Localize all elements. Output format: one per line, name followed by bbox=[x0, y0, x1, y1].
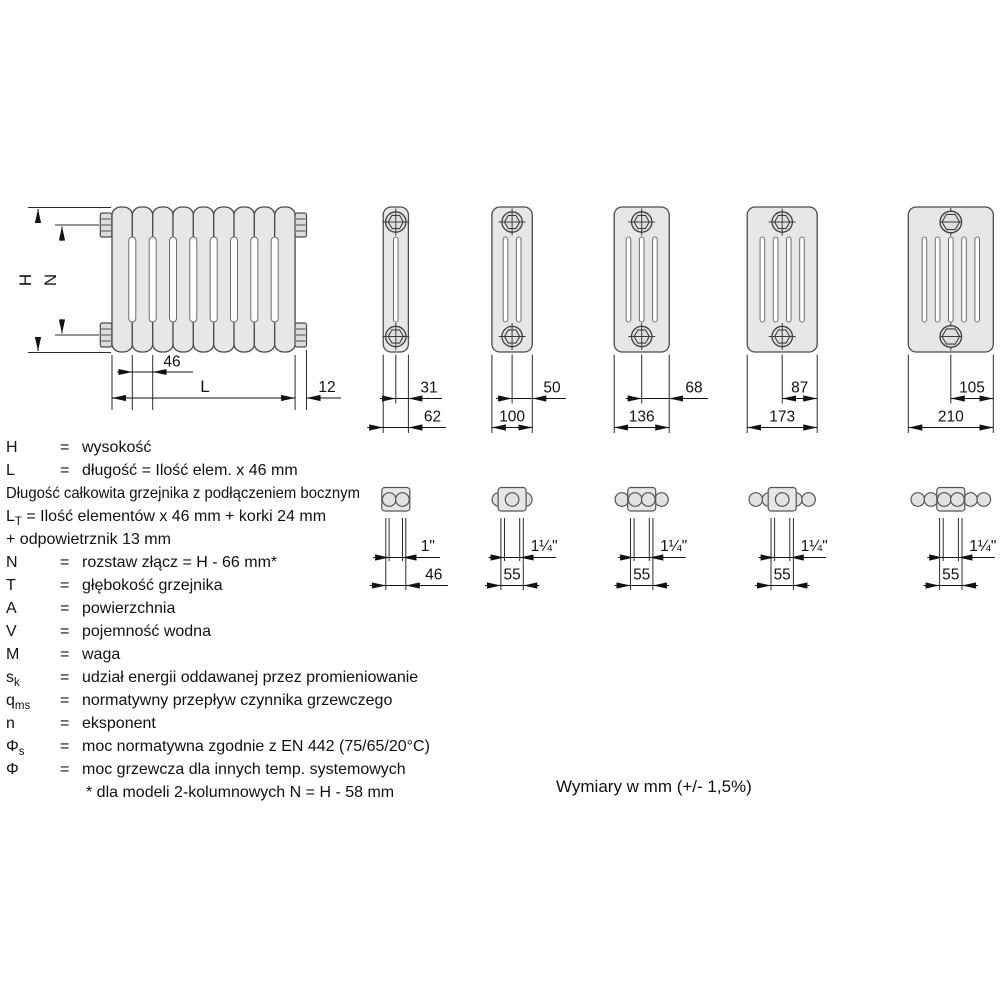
plug-icon bbox=[295, 213, 307, 237]
legend-symbol: $\Phi_s$ bbox=[6, 738, 25, 758]
total-width-value: 136 bbox=[628, 408, 655, 426]
legend bbox=[6, 436, 476, 806]
section-view-6col bbox=[908, 207, 993, 433]
legend-row: $q_{ms}$ = normatywny przepływ czynnika grzewczego bbox=[6, 689, 392, 712]
plug-icon bbox=[100, 213, 112, 237]
dim-total-width bbox=[747, 409, 817, 428]
thread-value: 1¼" bbox=[969, 538, 997, 555]
legend-symbol: $s_k$ bbox=[6, 669, 20, 689]
front-view bbox=[16, 207, 341, 410]
total-width-value: 173 bbox=[769, 408, 796, 426]
half-width-value: 31 bbox=[420, 379, 438, 397]
height-label: H bbox=[16, 273, 35, 287]
legend-symbol: V bbox=[6, 623, 17, 640]
half-width-value: 68 bbox=[685, 379, 703, 397]
dim-end-extension bbox=[307, 350, 342, 410]
node-spacing-label: N bbox=[41, 273, 60, 287]
end-extension-value: 12 bbox=[318, 379, 336, 396]
dim-hub-width bbox=[755, 567, 809, 586]
radiator-front-body bbox=[112, 207, 295, 352]
half-width-value: 50 bbox=[543, 379, 561, 397]
thread-value: 1¼" bbox=[660, 538, 688, 555]
legend-row: A = powierzchnia bbox=[6, 597, 175, 620]
legend-row: Długość całkowita grzejnika z podłączeniem bocznym bbox=[6, 485, 360, 502]
legend-symbol: H bbox=[6, 439, 18, 456]
legend-symbol: T bbox=[6, 577, 16, 594]
dim-total-width bbox=[614, 409, 669, 428]
total-width-value: 62 bbox=[423, 408, 442, 426]
section-view-3col bbox=[492, 207, 566, 433]
hub-width-value: 55 bbox=[503, 566, 521, 584]
dim-half-width bbox=[951, 380, 994, 399]
thread-value: 1¼" bbox=[800, 538, 828, 555]
legend-row: M = waga bbox=[6, 643, 120, 666]
dim-hub-width bbox=[924, 567, 978, 586]
legend-row: T = głębokość grzejnika bbox=[6, 574, 223, 597]
legend-row: $\Phi_s$ = moc normatywna zgodnie z EN 442 (75/65/20°C) bbox=[6, 735, 430, 758]
legend-row: V = pojemność wodna bbox=[6, 620, 211, 643]
dim-height bbox=[16, 208, 111, 353]
legend-symbol: N bbox=[6, 554, 18, 571]
legend-row: * dla modeli 2-kolumnowych N = H - 58 mm bbox=[86, 784, 395, 801]
hub-width-value: 55 bbox=[773, 566, 791, 584]
legend-row: $s_k$ = udział energii oddawanej przez promieniowanie bbox=[6, 666, 418, 689]
dim-hub-width bbox=[485, 567, 539, 586]
dim-total-width bbox=[367, 409, 446, 428]
legend-row: + odpowietrznik 13 mm bbox=[6, 531, 171, 548]
length-label: L bbox=[200, 377, 210, 396]
dim-node-spacing bbox=[41, 225, 99, 335]
top-view-6col bbox=[911, 488, 996, 591]
legend-row: L = długość = Ilość elem. x 46 mm bbox=[6, 459, 298, 482]
dim-hub-width bbox=[615, 567, 669, 586]
total-width-value: 210 bbox=[937, 408, 964, 426]
legend-symbol: A bbox=[6, 600, 17, 617]
legend-symbol: Φ bbox=[6, 761, 19, 778]
legend-row: H = wysokość bbox=[6, 436, 151, 459]
section-view-2col bbox=[367, 207, 446, 433]
dimensions-note: Wymiary w mm (+/- 1,5%) bbox=[556, 777, 752, 796]
total-width-value: 100 bbox=[499, 408, 526, 426]
legend-row: Φ = moc grzewcza dla innych temp. systemowych bbox=[6, 758, 406, 781]
plug-icon bbox=[295, 323, 307, 347]
legend-row: N = rozstaw złącz = H - 66 mm* bbox=[6, 551, 277, 574]
dim-length bbox=[112, 355, 295, 410]
section-view-5col bbox=[747, 207, 817, 433]
legend-symbol: $q_{ms}$ bbox=[6, 692, 31, 712]
dim-half-width bbox=[782, 380, 817, 399]
dim-total-width bbox=[908, 409, 993, 428]
plug-icon bbox=[100, 323, 112, 347]
legend-row: $L_T$ = Ilość elementów x 46 mm + korki 24 mm bbox=[6, 508, 327, 528]
half-width-value: 87 bbox=[791, 379, 809, 397]
half-width-value: 105 bbox=[959, 379, 985, 397]
legend-symbol: L bbox=[6, 462, 15, 479]
top-view-4col bbox=[615, 488, 688, 591]
dim-half-width bbox=[496, 380, 566, 399]
top-view-5col bbox=[749, 488, 828, 591]
dim-half-width bbox=[380, 380, 442, 399]
hub-width-value: 55 bbox=[942, 566, 960, 584]
legend-row: n = eksponent bbox=[6, 712, 156, 735]
dim-element-pitch bbox=[117, 354, 193, 411]
legend-symbol: n bbox=[6, 715, 15, 732]
section-view-4col bbox=[614, 207, 708, 433]
hub-width-value: 55 bbox=[633, 566, 651, 584]
hub-width-value: 46 bbox=[425, 566, 443, 584]
thread-value: 1" bbox=[420, 538, 435, 555]
dim-half-width bbox=[626, 380, 708, 399]
dim-total-width bbox=[492, 409, 532, 428]
legend-symbol: M bbox=[6, 646, 20, 663]
element-pitch-value: 46 bbox=[163, 353, 181, 371]
thread-value: 1¼" bbox=[530, 538, 558, 555]
top-view-3col bbox=[485, 488, 558, 591]
